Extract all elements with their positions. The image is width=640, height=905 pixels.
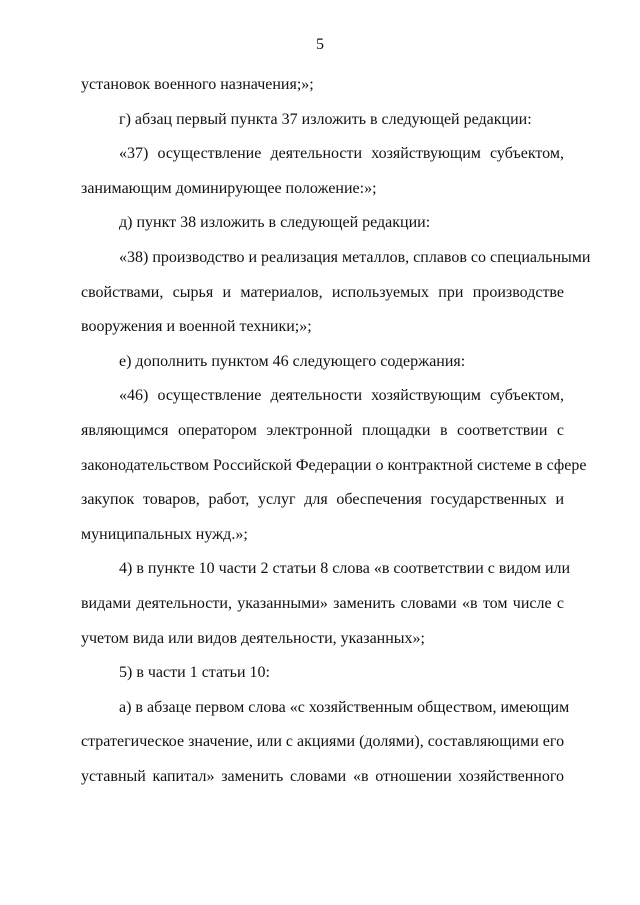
text-line: свойствами, сырья и материалов, используемых при производстве [81, 283, 564, 301]
text-line: г) абзац первый пункта 37 изложить в следующей редакции: [119, 110, 532, 128]
text-line: «46) осуществление деятельности хозяйствующим субъектом, [119, 387, 564, 405]
text-line: закупок товаров, работ, услуг для обеспечения государственных и [81, 491, 564, 509]
text-line: видами деятельности, указанными» заменить словами «в том числе с [81, 594, 564, 612]
document-body [81, 68, 591, 794]
text-line: занимающим доминирующее положение:»; [81, 179, 377, 197]
text-line: муниципальных нужд.»; [81, 525, 248, 543]
text-line: стратегическое значение, или с акциями (долями), составляющими его [81, 733, 565, 751]
text-line: учетом вида или видов деятельности, указанных»; [81, 629, 425, 647]
text-line: 5) в части 1 статьи 10: [119, 664, 270, 682]
text-line: являющимся оператором электронной площадки в соответствии с [81, 421, 564, 439]
text-line: «38) производство и реализация металлов, сплавов со специальными [119, 248, 591, 266]
text-line: законодательством Российской Федерации о контрактной системе в сфере [81, 456, 587, 474]
text-line: д) пункт 38 изложить в следующей редакции: [119, 214, 431, 232]
text-line: 4) в пункте 10 части 2 статьи 8 слова «в соответствии с видом или [119, 560, 571, 578]
text-line: е) дополнить пунктом 46 следующего содержания: [119, 352, 466, 370]
text-line: «37) осуществление деятельности хозяйствующим субъектом, [119, 145, 564, 163]
text-line: а) в абзаце первом слова «с хозяйственным обществом, имеющим [119, 698, 570, 716]
text-line: вооружения и военной техники;»; [81, 318, 312, 336]
text-line: установок военного назначения;»; [81, 76, 314, 93]
page-number: 5 [316, 36, 324, 53]
text-line: уставный капитал» заменить словами «в отношении хозяйственного [81, 767, 564, 785]
